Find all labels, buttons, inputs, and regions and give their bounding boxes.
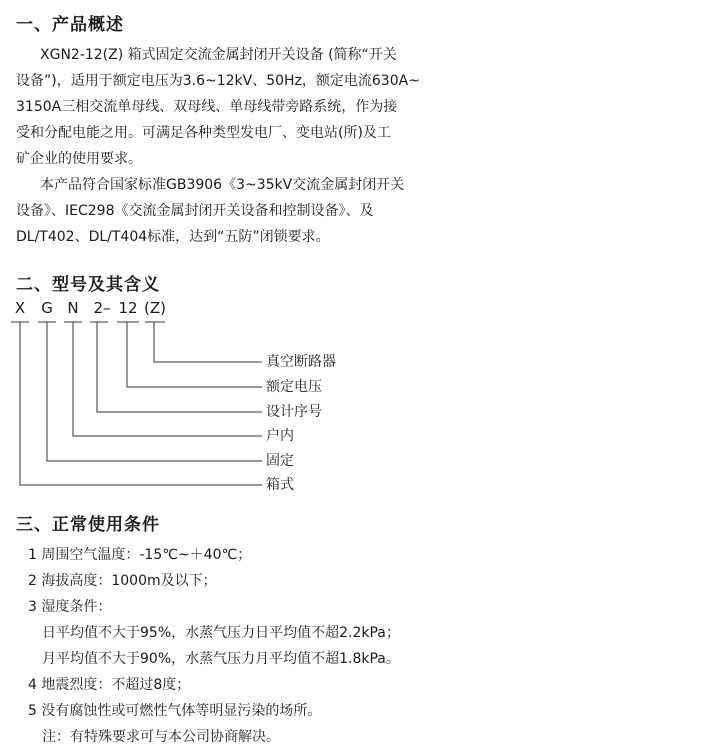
section-heading-model: 二、型号及其含义 xyxy=(16,275,160,295)
overview-line: XGN2-12(Z) 箱式固定交流金属封闭开关设备 (简称“开关 xyxy=(40,47,397,63)
overview-line: 3150A三相交流单母线、双母线、单母线带旁路系统，作为接 xyxy=(16,99,398,115)
meaning-label: 箱式 xyxy=(266,477,294,493)
connector-vacuum-breaker xyxy=(154,322,262,362)
overview-line: DL/T402、DL/T404标准，达到“五防”闭锁要求。 xyxy=(16,229,330,245)
condition-subitem: 月平均值不大于90%，水蒸气压力月平均值不超1.8kPa。 xyxy=(42,651,400,667)
condition-item: 4 地震烈度：不超过8度； xyxy=(28,677,191,693)
meaning-label: 额定电压 xyxy=(266,379,322,395)
condition-note: 注：有特殊要求可与本公司协商解决。 xyxy=(42,729,280,745)
connector-rated-voltage xyxy=(127,322,262,387)
model-code-part: (Z) xyxy=(144,299,166,317)
overview-line: 矿企业的使用要求。 xyxy=(16,151,142,167)
section-heading-conditions: 三、正常使用条件 xyxy=(16,515,160,535)
meaning-label: 户内 xyxy=(266,428,294,444)
overview-line: 本产品符合国家标准GB3906《3~35kV交流金属封闭开关 xyxy=(40,177,405,193)
overview-line: 设备》、IEC298《交流金属封闭开关设备和控制设备》、及 xyxy=(16,203,374,219)
model-code-part: 12 xyxy=(118,299,138,317)
model-code-part: N xyxy=(67,299,79,317)
overview-line: 受和分配电能之用。可满足各种类型发电厂、变电站(所)及工 xyxy=(16,125,391,141)
overview-line: 设备”)，适用于额定电压为3.6~12kV、50Hz，额定电流630A~ xyxy=(16,73,420,89)
condition-item: 2 海拔高度：1000m及以下； xyxy=(28,573,217,589)
meaning-label: 固定 xyxy=(266,453,294,469)
section-heading-overview: 一、产品概述 xyxy=(16,15,124,35)
condition-subitem: 日平均值不大于95%，水蒸气压力日平均值不超2.2kPa； xyxy=(42,625,400,641)
connector-indoor xyxy=(73,322,262,436)
condition-item: 1 周围空气温度：-15℃~＋40℃； xyxy=(28,547,252,563)
model-code-part: 2– xyxy=(93,299,111,317)
model-code-part: G xyxy=(41,299,53,317)
meaning-label: 设计序号 xyxy=(266,404,322,420)
condition-item: 3 湿度条件： xyxy=(28,599,112,615)
condition-item: 5 没有腐蚀性或可燃性气体等明显污染的场所。 xyxy=(28,703,322,719)
connector-design-serial xyxy=(97,322,262,412)
meaning-label: 真空断路器 xyxy=(266,354,336,370)
model-code-part: X xyxy=(14,299,26,317)
